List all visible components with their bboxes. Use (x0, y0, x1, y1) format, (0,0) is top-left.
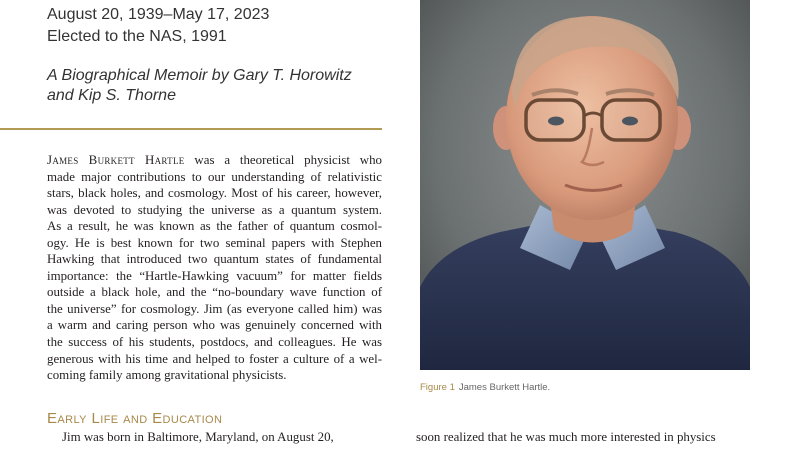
memoir-intro-paragraph (47, 152, 382, 384)
portrait-photo (420, 0, 750, 370)
lifespan-dates: August 20, 1939–May 17, 2023 (47, 6, 270, 23)
paragraph-line: was devoted to studying the universe as a quantum system. (47, 202, 382, 217)
paragraph-line: As a result, he was known as the father of quantum cosmol- (47, 219, 382, 234)
paragraph-line: coming family among gravitational physicists. (47, 368, 287, 383)
paragraph-line: importance: the “Hartle-Hawking vacuum” for matter fields (47, 268, 382, 283)
figure-label: Figure 1 (420, 382, 455, 393)
paragraph-line: the success of his students, postdocs, and colleagues. He was (47, 335, 382, 350)
gold-divider-rule (0, 128, 382, 130)
nas-election: Elected to the NAS, 1991 (47, 28, 227, 45)
paragraph-line: Hawking that introduced two quantum states of fundamental (47, 252, 382, 267)
section-first-line: Jim was born in Baltimore, Maryland, on August 20, (62, 430, 334, 444)
memoir-author-line-2: and Kip S. Thorne (47, 87, 176, 104)
subject-name: James Burkett Hartle (47, 153, 185, 167)
paragraph-line: stars, black holes, and cosmology. Most of his career, however, (47, 186, 382, 201)
paragraph-line: the universe” for cosmology. Jim (as everyone called him) was (47, 301, 382, 316)
memoir-author-line-1: A Biographical Memoir by Gary T. Horowitz (47, 67, 352, 84)
right-column-line: soon realized that he was much more interested in physics (416, 430, 716, 444)
paragraph-line-1: James Burkett Hartle was a theoretical physicist who (47, 153, 383, 167)
paragraph-line: a warm and caring person who was genuinely concerned with (47, 318, 382, 333)
paragraph-line: ogy. He is best known for two seminal papers with Stephen (47, 235, 382, 250)
paragraph-line: made major contributions to our understanding of relativistic (47, 169, 382, 184)
paragraph-line: outside a black hole, and the “no-boundary wave function of (47, 285, 382, 300)
figure-caption-text: James Burkett Hartle. (458, 382, 551, 393)
section-heading-early-life: Early Life and Education (47, 410, 223, 427)
figure-caption (420, 382, 550, 393)
paragraph-line: generous with his time and helped to foster a culture of a wel- (47, 351, 382, 366)
